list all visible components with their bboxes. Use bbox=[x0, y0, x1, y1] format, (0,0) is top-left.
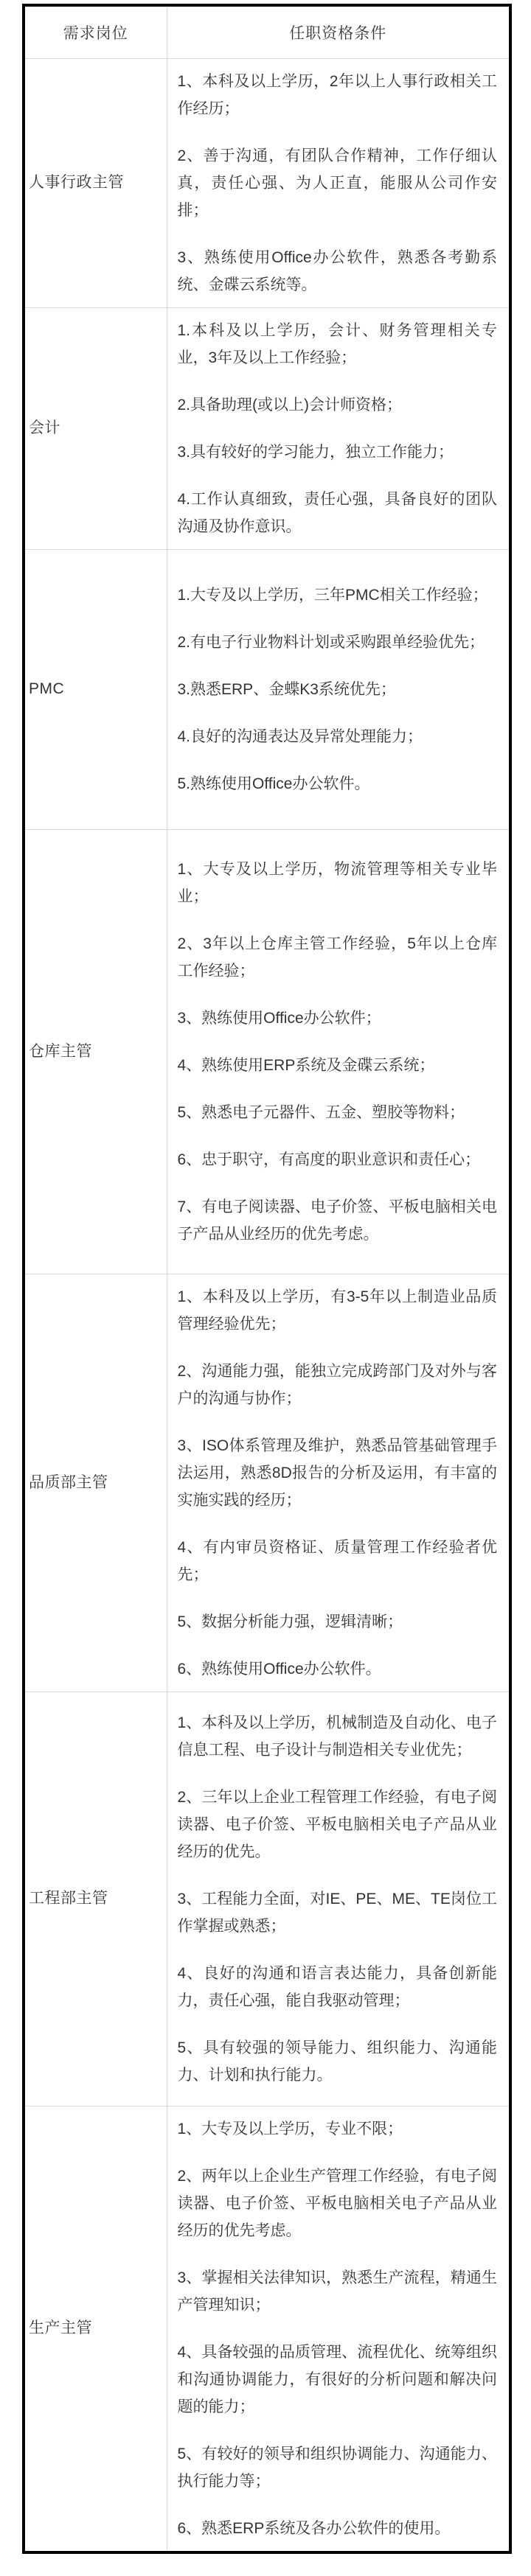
requirement-item: 4、有内审员资格证、质量管理工作经验者优先； bbox=[177, 1538, 497, 1583]
requirement-item: 1、大专及以上学历，物流管理等相关专业毕业； bbox=[177, 860, 497, 905]
requirement-item: 4、具备较强的品质管理、流程优化、统筹组织和沟通协调能力，有很好的分析问题和解决问题的能力； bbox=[177, 2343, 497, 2415]
requirements-cell bbox=[167, 549, 510, 829]
requirements-cell bbox=[167, 1274, 510, 1692]
job-requirements-table bbox=[22, 4, 512, 2554]
table-row bbox=[24, 829, 510, 1274]
position-cell: 生产主管 bbox=[24, 2106, 167, 2552]
table-row bbox=[24, 1692, 510, 2106]
table-row bbox=[24, 1274, 510, 1692]
requirement-item: 3、工程能力全面，对IE、PE、ME、TE岗位工作掌握或熟悉； bbox=[177, 1890, 497, 1935]
requirement-item: 1、本科及以上学历，有3-5年以上制造业品质管理经验优先； bbox=[177, 1288, 497, 1333]
requirement-item: 2.具备助理(或以上)会计师资格； bbox=[177, 396, 402, 413]
requirement-item: 3、掌握相关法律知识，熟悉生产流程，精通生产管理知识； bbox=[177, 2269, 497, 2314]
requirement-item: 2、三年以上企业工程管理工作经验，有电子阅读器、电子价签、平板电脑相关电子产品从业经历的优先。 bbox=[177, 1788, 497, 1860]
requirement-item: 2、善于沟通，有团队合作精神，工作仔细认真，责任心强、为人正直，能服从公司作安排； bbox=[177, 147, 497, 219]
position-cell: 仓库主管 bbox=[24, 829, 167, 1274]
requirements-cell bbox=[167, 2106, 510, 2552]
requirement-item: 4、熟练使用ERP系统及金碟云系统； bbox=[177, 1056, 435, 1074]
requirement-item: 3.具有较好的学习能力，独立工作能力； bbox=[177, 443, 454, 461]
requirement-item: 1、本科及以上学历，机械制造及自动化、电子信息工程、电子设计与制造相关专业优先； bbox=[177, 1714, 497, 1759]
requirements-cell bbox=[167, 307, 510, 549]
requirement-item: 7、有电子阅读器、电子价签、平板电脑相关电子产品从业经历的优先考虑。 bbox=[177, 1198, 497, 1243]
position-cell: 工程部主管 bbox=[24, 1692, 167, 2106]
requirement-item: 4.工作认真细致，责任心强，具备良好的团队沟通及协作意识。 bbox=[177, 490, 497, 535]
requirements-cell bbox=[167, 829, 510, 1274]
table-row bbox=[24, 2106, 510, 2552]
requirement-item: 1、本科及以上学历，2年以上人事行政相关工作经历； bbox=[177, 72, 497, 117]
requirement-item: 3、熟练使用Office办公软件； bbox=[177, 1009, 381, 1027]
table-row bbox=[24, 307, 510, 549]
requirement-item: 5、有较好的领导和组织协调能力、沟通能力、执行能力等； bbox=[177, 2445, 497, 2490]
table-body bbox=[24, 58, 510, 2552]
header-row bbox=[24, 5, 510, 58]
requirement-item: 2、3年以上仓库主管工作经验，5年以上仓库工作经验； bbox=[177, 935, 497, 980]
requirement-item: 1.本科及以上学历，会计、财务管理相关专业，3年及以上工作经验； bbox=[177, 321, 497, 366]
requirement-item: 3、ISO体系管理及维护，熟悉品管基础管理手法运用，熟悉8D报告的分析及运用，有丰富的实施实践的经历； bbox=[177, 1437, 497, 1509]
requirement-item: 4、良好的沟通和语言表达能力，具备创新能力，责任心强，能自我驱动管理； bbox=[177, 1964, 497, 2009]
requirement-item: 6、熟悉ERP系统及各办公软件的使用。 bbox=[177, 2519, 451, 2537]
requirement-item: 6、忠于职守，有高度的职业意识和责任心； bbox=[177, 1151, 481, 1168]
requirement-item: 3、熟练使用Office办公软件，熟悉各考勤系统、金碟云系统等。 bbox=[177, 248, 497, 293]
requirement-item: 2、沟通能力强，能独立完成跨部门及对外与客户的沟通与协作； bbox=[177, 1362, 497, 1407]
requirement-item: 5、数据分析能力强，逻辑清晰； bbox=[177, 1613, 403, 1630]
requirement-item: 6、熟练使用Office办公软件。 bbox=[177, 1660, 381, 1678]
table-row bbox=[24, 58, 510, 307]
requirement-item: 5、具有较强的领导能力、组织能力、沟通能力、计划和执行能力。 bbox=[177, 2039, 497, 2084]
requirement-item: 5、熟悉电子元器件、五金、塑胶等物料； bbox=[177, 1103, 465, 1121]
position-cell: 品质部主管 bbox=[24, 1274, 167, 1692]
requirement-item: 3.熟悉ERP、金蝶K3系统优先； bbox=[177, 680, 396, 698]
requirement-item: 1.大专及以上学历，三年PMC相关工作经验； bbox=[177, 586, 488, 604]
requirements-cell bbox=[167, 1692, 510, 2106]
requirement-item: 5.熟练使用Office办公软件。 bbox=[177, 775, 370, 792]
header-requirements: 任职资格条件 bbox=[167, 5, 510, 58]
requirement-item: 2.有电子行业物料计划或采购跟单经验优先； bbox=[177, 633, 485, 651]
position-cell: PMC bbox=[24, 549, 167, 829]
position-cell: 会计 bbox=[24, 307, 167, 549]
table-row bbox=[24, 549, 510, 829]
position-cell: 人事行政主管 bbox=[24, 58, 167, 307]
header-position: 需求岗位 bbox=[24, 5, 167, 58]
requirements-cell bbox=[167, 58, 510, 307]
requirement-item: 1、大专及以上学历，专业不限； bbox=[177, 2120, 403, 2137]
requirement-item: 4.良好的沟通表达及异常处理能力； bbox=[177, 727, 423, 745]
requirement-item: 2、两年以上企业生产管理工作经验，有电子阅读器、电子价签、平板电脑相关电子产品从业经历的优先考虑。 bbox=[177, 2167, 497, 2239]
table-header bbox=[24, 5, 510, 58]
